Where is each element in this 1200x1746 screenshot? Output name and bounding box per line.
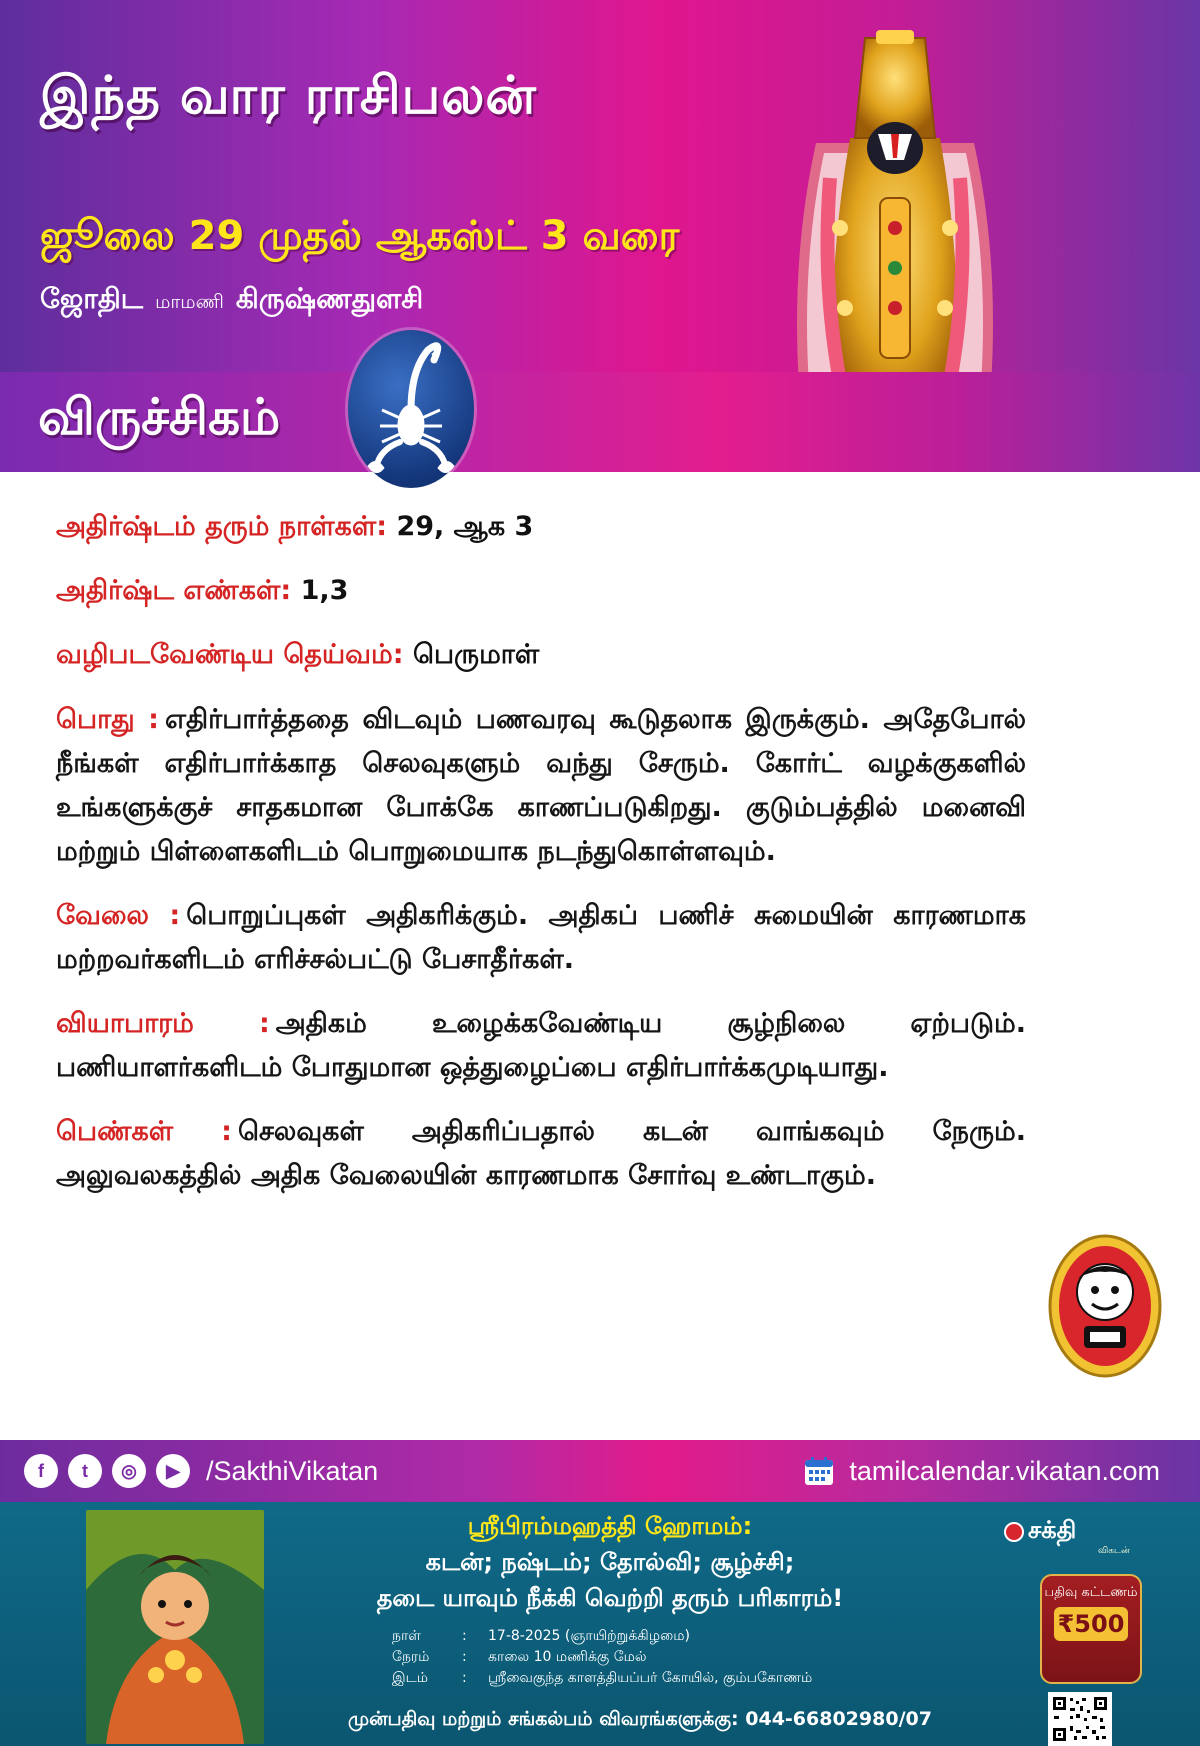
mascot-logo xyxy=(1048,1234,1162,1378)
brand-name: சக்தி xyxy=(1028,1516,1077,1544)
section-women-label: பெண்கள் : xyxy=(56,1116,232,1147)
event-row-venue: இடம் : ஸ்ரீவைகுந்த காளத்தியப்பர் கோயில், கும்பகோணம் xyxy=(392,1668,812,1689)
fee-label: பதிவு கட்டணம் xyxy=(1044,1585,1138,1600)
event-key: இடம் xyxy=(392,1670,429,1686)
horoscope-content xyxy=(56,506,1026,1218)
twitter-icon[interactable]: t xyxy=(68,1454,102,1488)
website-url[interactable]: tamilcalendar.vikatan.com xyxy=(849,1455,1160,1486)
section-women xyxy=(56,1110,1026,1198)
homam-line-1: கடன்; நஷ்டம்; தோல்வி; சூழ்ச்சி; xyxy=(425,1548,795,1576)
social-strip xyxy=(0,1440,1200,1502)
homam-title: ஸ்ரீபிரம்மஹத்தி ஹோமம்: xyxy=(467,1512,753,1540)
sign-name: விருச்சிகம் xyxy=(38,388,281,446)
section-work-text: பொறுப்புகள் அதிகரிக்கும். அதிகப் பணிச் சுமையின் காரணமாக மற்றவர்களிடம் எரிச்சல்பட்டு பேசாதீர்கள். xyxy=(56,900,1027,975)
section-business-label: வியாபாரம் : xyxy=(56,1008,270,1039)
scorpion-icon xyxy=(348,330,474,488)
date-range: ஜூலை 29 முதல் ஆகஸ்ட் 3 வரை xyxy=(40,213,680,259)
calendar-icon xyxy=(803,1455,835,1487)
event-row-time: நேரம் : காலை 10 மணிக்கு மேல் xyxy=(392,1647,812,1668)
brand-dot-icon xyxy=(1004,1522,1024,1542)
section-general xyxy=(56,698,1026,874)
lucky-days xyxy=(56,506,1026,548)
section-women-text: செலவுகள் அதிகரிப்பதால் கடன் வாங்கவும் நேரும். அலுவலகத்தில் அதிக வேலையின் காரணமாக சோர்வு உண்டாகும். xyxy=(56,1116,1026,1191)
social-links xyxy=(24,1454,378,1488)
section-work xyxy=(56,894,1026,982)
homam-line-2: தடை யாவும் நீக்கி வெற்றி தரும் பரிகாரம்! xyxy=(376,1584,844,1612)
lucky-days-value: 29, ஆக 3 xyxy=(396,511,534,542)
youtube-icon[interactable]: ▶ xyxy=(156,1454,190,1488)
section-work-label: வேலை : xyxy=(56,900,181,931)
event-row-date: நாள் : 17-8-2025 (ஞாயிற்றுக்கிழமை) xyxy=(392,1626,812,1647)
website-link[interactable] xyxy=(803,1455,1160,1487)
facebook-icon[interactable]: f xyxy=(24,1454,58,1488)
brand-sub: விகடன் xyxy=(1098,1546,1130,1556)
goddess-illustration xyxy=(86,1510,264,1744)
event-key: நாள் xyxy=(392,1628,421,1644)
qr-code-icon[interactable] xyxy=(1048,1692,1112,1746)
lucky-numbers xyxy=(56,570,1026,612)
zodiac-badge xyxy=(348,330,474,488)
astrologer-name: கிருஷ்ணதுளசி xyxy=(235,282,424,315)
brand-logo xyxy=(1004,1516,1076,1547)
lucky-days-label: அதிர்ஷ்டம் தரும் நாள்கள்: xyxy=(56,511,388,542)
fee-badge xyxy=(1040,1574,1142,1684)
page-title: இந்த வார ராசிபலன் xyxy=(40,66,537,126)
contact-line: முன்பதிவு மற்றும் சங்கல்பம் விவரங்களுக்கு: 044-66802980/07 xyxy=(348,1708,932,1730)
lucky-numbers-value: 1,3 xyxy=(300,575,349,606)
homam-advert xyxy=(0,1502,1200,1746)
section-general-text: எதிர்பார்த்ததை விடவும் பணவரவு கூடுதலாக இருக்கும். அதேபோல் நீங்கள் எதிர்பார்க்காத செலவுகளும் வந்து சேரும். கோர்ட் வழக்குகளில் உங்களுக்குச் சாதகமான போக்கே காணப்படுகிறது. குடும்பத்தில் மனைவி மற்றும் பிள்ளைகளிடம் பொறுமையாக நடந்துகொள்ளவும். xyxy=(56,704,1026,867)
event-value: ஸ்ரீவைகுந்த காளத்தியப்பர் கோயில், கும்பகோணம் xyxy=(488,1670,813,1686)
instagram-icon[interactable]: ◎ xyxy=(112,1454,146,1488)
deity-value: பெருமாள் xyxy=(412,639,540,670)
section-business xyxy=(56,1002,1026,1090)
social-handle[interactable]: /SakthiVikatan xyxy=(206,1455,379,1486)
astrologer-prefix: ஜோதிட xyxy=(40,282,144,315)
lucky-numbers-label: அதிர்ஷ்ட எண்கள்: xyxy=(56,575,292,606)
event-value: காலை 10 மணிக்கு மேல் xyxy=(488,1649,647,1665)
deity-to-worship xyxy=(56,634,1026,676)
astrologer-title: மாமணி xyxy=(155,291,224,313)
section-business-text: அதிகம் உழைக்கவேண்டிய சூழ்நிலை ஏற்படும். பணியாளர்களிடம் போதுமான ஒத்துழைப்பை எதிர்பார்க்கமுடியாது. xyxy=(56,1008,1026,1083)
event-value: 17-8-2025 (ஞாயிற்றுக்கிழமை) xyxy=(488,1628,690,1644)
event-key: நேரம் xyxy=(392,1649,430,1665)
astrologer-line xyxy=(40,282,423,319)
event-details xyxy=(392,1626,812,1689)
deity-label: வழிபடவேண்டிய தெய்வம்: xyxy=(56,639,404,670)
fee-amount: ₹500 xyxy=(1054,1607,1128,1641)
section-general-label: பொது : xyxy=(56,704,159,735)
